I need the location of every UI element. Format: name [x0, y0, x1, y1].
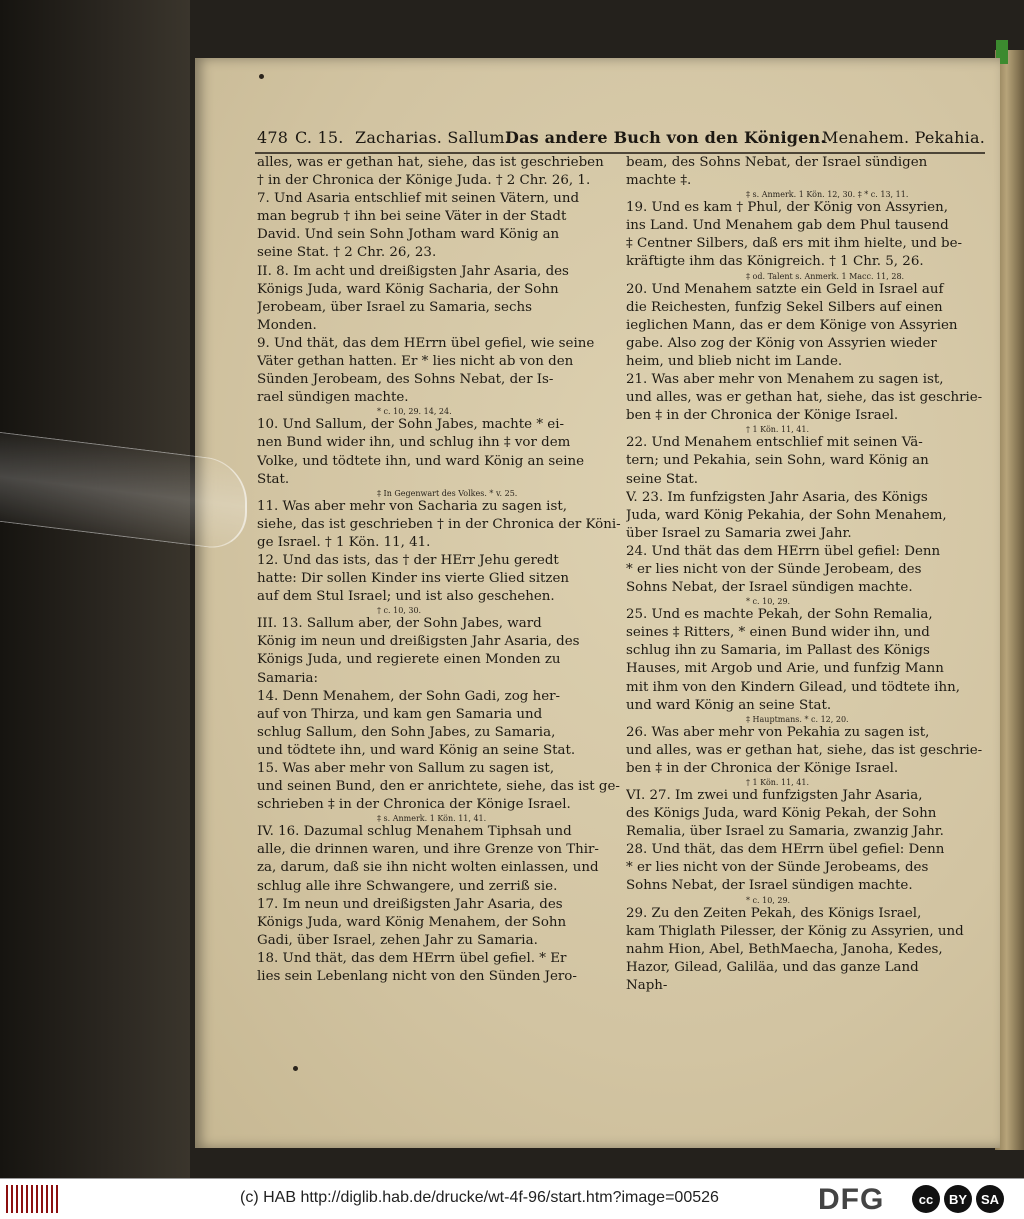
text-line: Jerobeam, über Israel zu Samaria, sechs [257, 299, 532, 315]
text-line: III. 13. Sallum aber, der Sohn Jabes, ward [257, 616, 542, 632]
text-line: Väter gethan hatten. Er * lies nicht ab von den [257, 354, 574, 370]
text-line: gabe. Also zog der König von Assyrien wieder [626, 335, 937, 351]
text-line: 14. Denn Menahem, der Sohn Gadi, zog her- [257, 688, 561, 704]
text-line: ieglichen Mann, das er dem Könige von Assyrien [626, 317, 958, 333]
by-icon: BY [944, 1185, 972, 1213]
page-number: 478 [257, 128, 289, 147]
text-line: die Reichesten, funfzig Sekel Silbers auf einen [626, 299, 943, 315]
page-dot [259, 74, 264, 79]
footnote-ref: ‡ In Gegenwart des Volkes. * v. 25. [377, 488, 518, 498]
text-line: * er lies nicht von der Sünde Jerobeam, des [626, 561, 922, 577]
text-line: und alles, was er gethan hat, siehe, das ist geschrie- [626, 742, 983, 758]
text-line: Königs Juda, und regierete einen Monden zu [257, 652, 561, 668]
text-line: 20. Und Menahem satzte ein Geld in Israel auf [626, 281, 944, 297]
left-column [257, 154, 621, 986]
footnote-ref: † 1 Kön. 11, 41. [746, 778, 809, 787]
text-line: 25. Und es machte Pekah, der Sohn Remalia, [626, 607, 933, 623]
text-line: tern; und Pekahia, sein Sohn, ward König an [626, 453, 929, 469]
text-line: ins Land. Und Menahem gab dem Phul tausend [626, 218, 949, 234]
text-line: Sohns Nebat, der Israel sündigen machte. [626, 580, 913, 596]
text-line: ben ‡ in der Chronica der Könige Israel. [626, 408, 899, 424]
footnote-ref: * c. 10, 29. [746, 597, 791, 607]
text-line: Königs Juda, ward König Menahem, der Sohn [257, 914, 567, 930]
footnote-ref: ‡ s. Anmerk. 1 Kön. 12, 30. ‡ * c. 13, 11. [746, 190, 909, 200]
footnote-ref: ‡ s. Anmerk. 1 Kön. 11, 41. [377, 814, 487, 824]
text-line: Königs Juda, ward König Sacharia, der Sohn [257, 281, 559, 297]
text-line: Samaria: [257, 670, 319, 686]
text-line: auf von Thirza, und kam gen Samaria und [257, 706, 543, 722]
text-line: schlug Sallum, den Sohn Jabes, zu Samaria, [257, 724, 556, 740]
book-spine [0, 0, 190, 1178]
footnote-ref: * c. 10, 29. [746, 895, 791, 905]
text-line: seines ‡ Ritters, * einen Bund wider ihn, und [626, 625, 930, 641]
text-line: und tödtete ihn, und ward König an seine Stat. [257, 742, 576, 758]
text-line: nahm Hion, Abel, BethMaecha, Janoha, Kedes, [626, 941, 943, 957]
text-line: za, darum, daß sie ihn nicht wolten einlassen, und [257, 860, 599, 876]
text-line: Sünden Jerobeam, des Sohns Nebat, der Is- [257, 372, 554, 388]
running-head-right: Menahem. Pekahia. [822, 128, 986, 147]
text-line: und alles, was er gethan hat, siehe, das ist geschrie- [626, 390, 983, 406]
text-line: des Königs Juda, ward König Pekah, der Sohn [626, 806, 937, 822]
text-line: lies sein Lebenlang nicht von den Sünden Jero- [257, 969, 577, 985]
text-line: Stat. [257, 471, 290, 487]
text-line: Monden. [257, 317, 317, 333]
text-line: seine Stat. [626, 471, 699, 487]
footnote-ref: ‡ od. Talent s. Anmerk. 1 Macc. 11, 28. [746, 271, 905, 281]
text-line: 19. Und es kam † Phul, der König von Assyrien, [626, 200, 948, 216]
text-line: alles, was er gethan hat, siehe, das ist geschrieben [257, 155, 604, 170]
text-line: 12. Und das ists, das † der HErr Jehu geredt [257, 552, 559, 568]
text-line: alle, die drinnen waren, und ihre Grenze von Thir- [257, 842, 599, 858]
text-line: David. Und sein Sohn Jotham ward König an [257, 227, 560, 243]
running-head-left: Zacharias. Sallum. [355, 128, 511, 147]
text-line: man begrub † ihn bei seine Väter in der Stadt [257, 209, 567, 225]
text-line: Naph- [626, 977, 668, 993]
text-line: Hazor, Gilead, Galiläa, und das ganze Land [626, 959, 919, 975]
running-header [257, 128, 987, 154]
text-line: machte ‡. [626, 173, 692, 189]
text-line: Juda, ward König Pekahia, der Sohn Menahem, [626, 507, 947, 523]
text-line: 26. Was aber mehr von Pekahia zu sagen ist, [626, 724, 930, 740]
text-line: IV. 16. Dazumal schlug Menahem Tiphsah und [257, 824, 572, 840]
text-line: 22. Und Menahem entschlief mit seinen Vä- [626, 435, 923, 451]
sa-icon: SA [976, 1185, 1004, 1213]
text-line: 11. Was aber mehr von Sacharia zu sagen ist, [257, 498, 567, 514]
text-line: 10. Und Sallum, der Sohn Jabes, machte * ei- [257, 417, 565, 433]
text-line: Volke, und tödtete ihn, und ward König an seine [257, 453, 585, 469]
text-line: 29. Zu den Zeiten Pekah, des Königs Israel, [626, 905, 922, 921]
text-line: kräftigte ihm das Königreich. † 1 Chr. 5, 26. [626, 254, 924, 270]
text-line: 9. Und thät, das dem HErrn übel gefiel, wie seine [257, 335, 595, 351]
chapter-ref: C. 15. [295, 128, 344, 147]
text-line: V. 23. Im funfzigsten Jahr Asaria, des Königs [626, 489, 928, 505]
text-line: Hauses, mit Argob und Arie, und funfzig Mann [626, 661, 944, 677]
text-line: beam, des Sohns Nebat, der Israel sündigen [626, 155, 928, 170]
text-line: 15. Was aber mehr von Sallum zu sagen ist, [257, 761, 555, 776]
cc-license-badge[interactable] [912, 1183, 1020, 1215]
text-line: hatte: Dir sollen Kinder ins vierte Glied sitzen [257, 571, 570, 587]
text-line: Remalia, über Israel zu Samaria, zwanzig Jahr. [626, 824, 944, 840]
text-line: heim, und blieb nicht im Lande. [626, 353, 843, 369]
text-line: 18. Und thät, das dem HErrn übel gefiel. * Er [257, 950, 567, 966]
footnote-ref: ‡ Hauptmans. * c. 12, 20. [746, 714, 849, 724]
cc-icon: cc [912, 1185, 940, 1213]
text-line: über Israel zu Samaria zwei Jahr. [626, 525, 852, 541]
text-line: * er lies nicht von der Sünde Jerobeams, des [626, 860, 929, 876]
text-line: 21. Was aber mehr von Menahem zu sagen ist, [626, 372, 944, 388]
footnote-ref: † c. 10, 30. [377, 606, 422, 616]
text-line: ‡ Centner Silbers, daß ers mit ihm hielte, und be- [626, 236, 963, 252]
text-line: 24. Und thät das dem HErrn übel gefiel: Denn [626, 543, 941, 559]
text-line: kam Thiglath Pilesser, der König zu Assyrien, und [626, 923, 964, 939]
text-line: Sohns Nebat, der Israel sündigen machte. [626, 878, 913, 894]
text-line: und ward König an seine Stat. [626, 697, 832, 713]
text-line: 28. Und thät, das dem HErrn übel gefiel: Denn [626, 842, 945, 858]
running-head-center: Das andere Buch von den Königen. [505, 128, 827, 147]
text-line: 7. Und Asaria entschlief mit seinen Vätern, und [257, 191, 580, 207]
library-barcode-icon [6, 1185, 58, 1213]
text-line: König im neun und dreißigsten Jahr Asaria, des [257, 634, 580, 650]
text-line: mit ihm von den Kindern Gilead, und tödtete ihn, [626, 679, 961, 695]
text-line: VI. 27. Im zwei und funfzigsten Jahr Asaria, [626, 788, 923, 803]
dfg-logo: DFG [818, 1183, 885, 1216]
text-line: nen Bund wider ihn, und schlug ihn ‡ vor dem [257, 435, 571, 451]
text-line: ben ‡ in der Chronica der Könige Israel. [626, 760, 899, 776]
right-column [626, 154, 990, 995]
text-line: † in der Chronica der Könige Juda. † 2 Chr. 26, 1. [257, 173, 591, 189]
footnote-ref: * c. 10, 29. 14, 24. [377, 407, 452, 417]
text-line: ge Israel. † 1 Kön. 11, 41. [257, 534, 431, 550]
copyright-link[interactable]: (c) HAB http://diglib.hab.de/drucke/wt-4f-96/start.htm?image=00526 [240, 1189, 719, 1206]
text-line: seine Stat. † 2 Chr. 26, 23. [257, 245, 437, 261]
text-line: schlug ihn zu Samaria, im Pallast des Königs [626, 643, 930, 659]
text-line: und seinen Bund, den er anrichtete, siehe, das ist ge- [257, 779, 620, 795]
text-line: schlug alle ihre Schwangere, und zerriß sie. [257, 878, 558, 894]
page-dot [293, 1066, 298, 1071]
text-line: schrieben ‡ in der Chronica der Könige Israel. [257, 797, 571, 813]
text-line: siehe, das ist geschrieben † in der Chronica der Köni- [257, 516, 621, 532]
footnote-ref: † 1 Kön. 11, 41. [746, 425, 809, 435]
footer-bar [0, 1178, 1024, 1219]
text-line: 17. Im neun und dreißigsten Jahr Asaria, des [257, 896, 563, 912]
text-line: Gadi, über Israel, zehen Jahr zu Samaria. [257, 932, 538, 948]
text-line: II. 8. Im acht und dreißigsten Jahr Asaria, des [257, 263, 569, 279]
text-line: auf dem Stul Israel; und ist also geschehen. [257, 589, 555, 605]
text-line: rael sündigen machte. [257, 390, 409, 406]
